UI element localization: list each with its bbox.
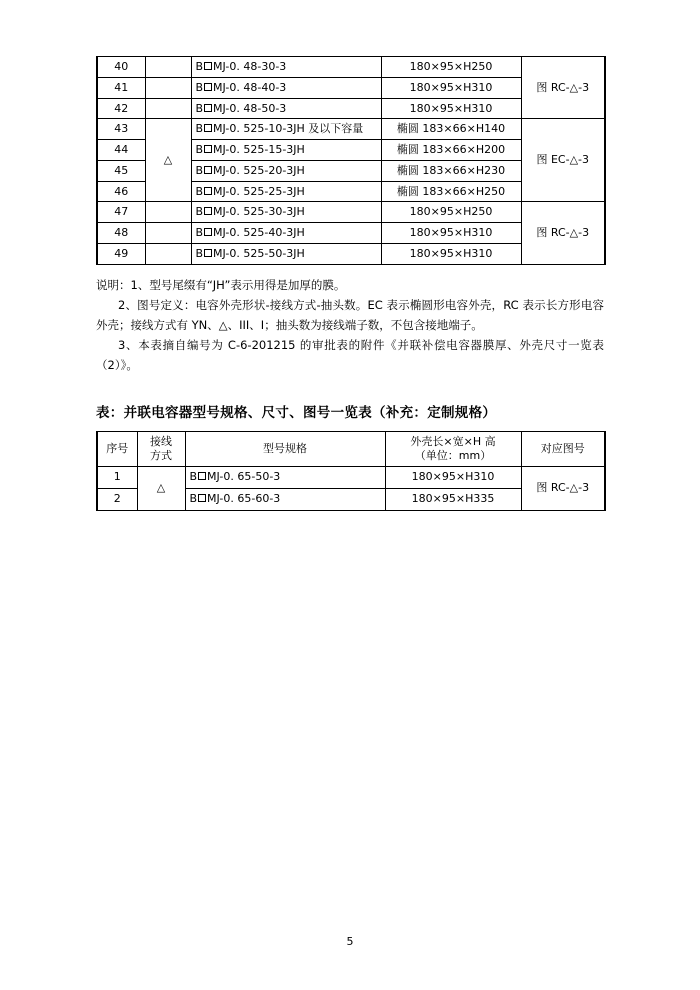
row-wire	[145, 202, 191, 223]
blank-square-icon	[204, 145, 212, 153]
table-row	[97, 119, 605, 140]
model-suffix: MJ-0. 525-30-3JH	[213, 205, 305, 219]
row-model	[191, 181, 381, 202]
blank-square-icon	[204, 207, 212, 215]
capacitor-spec-table-continued	[96, 56, 606, 265]
model-suffix: MJ-0. 48-40-3	[213, 80, 287, 94]
row-model	[191, 243, 381, 264]
row-size: 180×95×H250	[381, 202, 521, 223]
blank-square-icon	[204, 249, 212, 257]
blank-square-icon	[204, 187, 212, 195]
model-prefix: B	[195, 246, 204, 260]
model-prefix: B	[195, 101, 204, 115]
row-size: 180×95×H310	[381, 243, 521, 264]
row-size: 椭圆 183×66×H200	[381, 140, 521, 161]
row-size: 180×95×H250	[381, 57, 521, 78]
row-wire	[145, 57, 191, 78]
row-no: 1	[97, 466, 137, 488]
header-no: 序号	[97, 432, 137, 467]
header-drawing: 对应图号	[521, 432, 605, 467]
model-suffix: MJ-0. 48-50-3	[213, 101, 287, 115]
model-prefix: B	[195, 143, 204, 156]
row-wire	[145, 223, 191, 244]
row-model	[191, 160, 381, 181]
blank-square-icon	[198, 494, 206, 502]
blank-square-icon	[204, 228, 212, 236]
row-wire-merged: △	[145, 119, 191, 202]
table-row	[97, 466, 605, 488]
model-prefix: B	[195, 80, 204, 94]
row-model	[191, 77, 381, 98]
model-prefix: B	[195, 184, 204, 198]
blank-square-icon	[204, 62, 212, 70]
table-row	[97, 57, 605, 78]
row-drawing: 图 RC-△-3	[521, 202, 605, 264]
blank-square-icon	[198, 472, 206, 480]
header-size-line2: （单位：mm）	[414, 448, 492, 462]
row-model	[191, 98, 381, 119]
note-2: 2、图号定义：电容外壳形状-接线方式-抽头数。EC 表示椭圆形电容外壳，RC 表示长方形电容外壳；接线方式有 YN、△、ⅠⅠⅠ、Ⅰ；抽头数为接线端子数，不包含接地端子。	[96, 297, 604, 332]
model-suffix: MJ-0. 525-25-3JH	[213, 184, 305, 198]
row-no: 43	[97, 119, 145, 140]
row-size: 椭圆 183×66×H230	[381, 160, 521, 181]
row-no: 48	[97, 223, 145, 244]
capacitor-spec-table-custom	[96, 431, 606, 511]
row-no: 44	[97, 140, 145, 161]
row-model	[185, 466, 385, 488]
model-suffix: MJ-0. 525-20-3JH	[213, 163, 305, 177]
note-1: 说明：1、型号尾缀有“JH”表示用得是加厚的膜。	[96, 277, 346, 292]
model-suffix: MJ-0. 65-50-3	[207, 470, 281, 484]
model-prefix: B	[195, 60, 204, 73]
row-no: 41	[97, 77, 145, 98]
model-prefix: B	[189, 470, 198, 484]
row-size: 180×95×H310	[385, 466, 521, 488]
model-suffix: MJ-0. 525-40-3JH	[213, 226, 305, 239]
row-no: 49	[97, 243, 145, 264]
blank-square-icon	[204, 104, 212, 112]
row-no: 40	[97, 57, 145, 78]
note-3: 3、本表摘自编号为 C-6-201215 的审批表的附件《并联补偿电容器膜厚、外壳尺寸一览表（2）》。	[96, 337, 604, 372]
row-model	[191, 140, 381, 161]
row-no: 46	[97, 181, 145, 202]
row-size: 180×95×H310	[381, 223, 521, 244]
row-size: 椭圆 183×66×H140	[381, 119, 521, 140]
notes-block	[96, 275, 604, 376]
table2-caption: 表：并联电容器型号规格、尺寸、图号一览表（补充：定制规格）	[96, 405, 497, 422]
row-wire	[145, 98, 191, 119]
row-no: 2	[97, 488, 137, 510]
blank-square-icon	[204, 124, 212, 132]
row-size: 椭圆 183×66×H250	[381, 181, 521, 202]
header-wire	[137, 432, 185, 467]
row-no: 47	[97, 202, 145, 223]
row-model	[185, 488, 385, 510]
row-drawing: 图 RC-△-3	[521, 466, 605, 510]
header-model: 型号规格	[185, 432, 385, 467]
row-model	[191, 119, 381, 140]
row-wire	[145, 77, 191, 98]
row-no: 45	[97, 160, 145, 181]
row-drawing: 图 EC-△-3	[521, 119, 605, 202]
row-wire-merged: △	[137, 466, 185, 510]
row-model	[191, 223, 381, 244]
model-suffix: MJ-0. 525-50-3JH	[213, 246, 305, 260]
header-size	[385, 432, 521, 467]
row-size: 180×95×H310	[381, 98, 521, 119]
model-suffix: MJ-0. 525-10-3JH 及以下容量	[213, 122, 364, 136]
model-prefix: B	[189, 492, 198, 506]
blank-square-icon	[204, 83, 212, 91]
row-model	[191, 57, 381, 78]
blank-square-icon	[204, 166, 212, 174]
header-wire-line2: 方式	[150, 448, 172, 462]
header-size-line1: 外壳长×宽×H 高	[410, 435, 496, 449]
model-prefix: B	[195, 122, 204, 136]
row-no: 42	[97, 98, 145, 119]
row-model	[191, 202, 381, 223]
row-size: 180×95×H310	[381, 77, 521, 98]
model-suffix: MJ-0. 65-60-3	[207, 492, 281, 506]
row-size: 180×95×H335	[385, 488, 521, 510]
table-row	[97, 202, 605, 223]
model-prefix: B	[195, 205, 204, 219]
model-prefix: B	[195, 163, 204, 177]
row-drawing: 图 RC-△-3	[521, 57, 605, 119]
header-wire-line1: 接线	[150, 435, 172, 449]
model-prefix: B	[195, 226, 204, 239]
model-suffix: MJ-0. 48-30-3	[213, 60, 287, 73]
model-suffix: MJ-0. 525-15-3JH	[213, 143, 305, 156]
page-number: 5	[346, 935, 354, 948]
table-header-row	[97, 432, 605, 467]
row-wire	[145, 243, 191, 264]
